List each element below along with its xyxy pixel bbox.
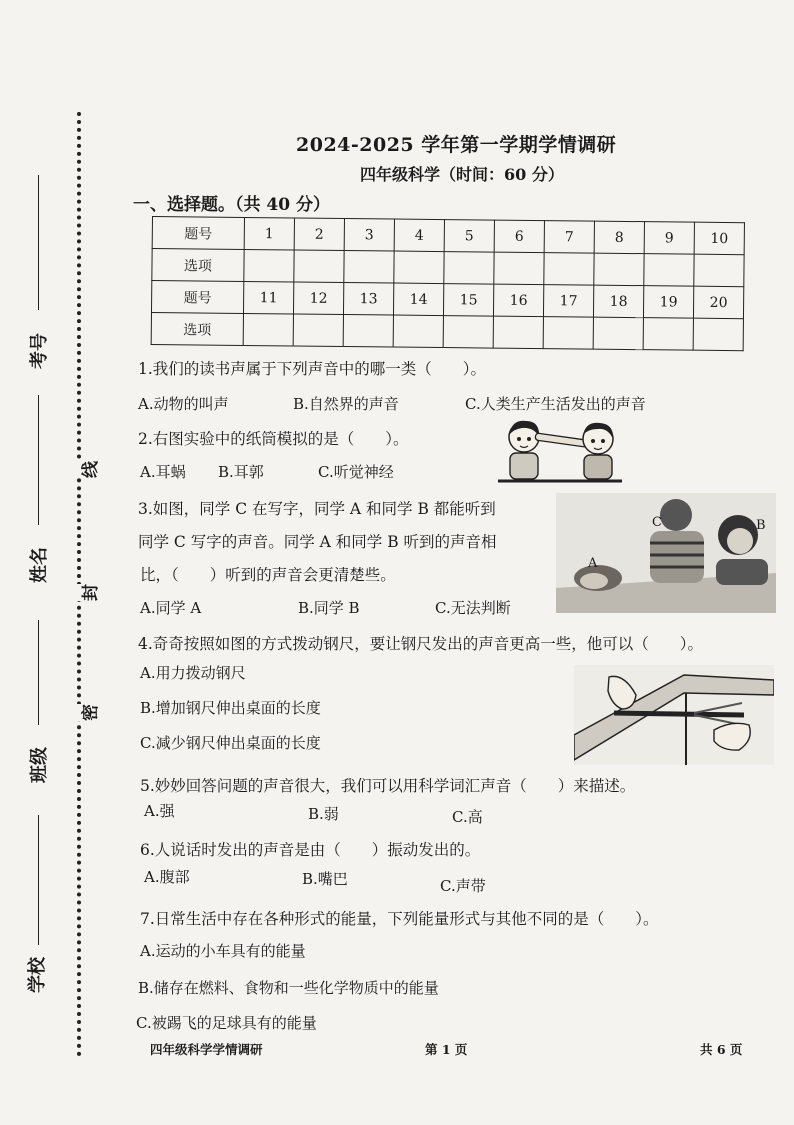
question-4-option-a[interactable]: A.用力拨动钢尺 <box>140 664 246 682</box>
class-label: 班级 <box>29 747 50 783</box>
answer-cell[interactable] <box>394 251 444 284</box>
exam-number-label: 考号 <box>29 333 50 369</box>
question-3-option-a[interactable]: A.同学 A <box>140 599 202 617</box>
question-1-stem: 1.我们的读书声属于下列声音中的哪一类（ ）。 <box>138 360 487 378</box>
figure-label-c: C <box>652 515 662 530</box>
question-number-cell: 20 <box>693 286 743 319</box>
question-number-cell: 12 <box>293 282 343 315</box>
footer-page-total: 共 6 页 <box>700 1042 743 1057</box>
figure-label-b: B <box>756 518 766 533</box>
question-6-option-a[interactable]: A.腹部 <box>144 868 190 886</box>
section-heading: 一、选择题。（共 40 分） <box>133 195 330 215</box>
school-line <box>38 815 39 945</box>
question-number-cell: 17 <box>543 285 593 318</box>
answer-cell[interactable] <box>493 316 543 349</box>
figure-label-a: A <box>588 556 598 571</box>
answer-cell[interactable] <box>444 252 494 285</box>
answer-cell[interactable] <box>693 318 743 351</box>
answer-cell[interactable] <box>543 317 593 350</box>
answer-cell[interactable] <box>643 318 693 351</box>
seal-char-seal: 封 <box>74 584 103 601</box>
question-1-option-c[interactable]: C.人类生产生活发出的声音 <box>465 395 646 413</box>
question-3-stem-line2: 同学 C 写字的声音。同学 A 和同学 B 听到的声音相 <box>138 533 497 551</box>
row-label-number: 题号 <box>151 281 243 314</box>
question-number-cell: 9 <box>644 222 694 255</box>
question-6-stem: 6.人说话时发出的声音是由（ ）振动发出的。 <box>140 841 481 859</box>
question-3-stem-line1: 3.如图，同学 C 在写字，同学 A 和同学 B 都能听到 <box>138 500 496 518</box>
students-table-figure <box>556 493 776 613</box>
question-7-option-c[interactable]: C.被踢飞的足球具有的能量 <box>136 1014 317 1032</box>
answer-cell[interactable] <box>544 253 594 286</box>
question-3-option-b[interactable]: B.同学 B <box>298 599 360 617</box>
answer-cell[interactable] <box>343 315 393 348</box>
answer-cell[interactable] <box>294 250 344 283</box>
row-label-number: 题号 <box>152 217 244 250</box>
question-2-option-a[interactable]: A.耳蜗 <box>140 463 186 481</box>
question-number-cell: 18 <box>593 285 643 318</box>
question-number-cell: 11 <box>243 281 293 314</box>
question-number-cell: 19 <box>643 286 693 319</box>
answer-cell[interactable] <box>244 249 294 282</box>
footer-left: 四年级科学学情调研 <box>150 1042 263 1057</box>
question-number-cell: 16 <box>493 284 543 317</box>
ruler-table-figure <box>574 665 774 765</box>
name-label: 姓名 <box>29 547 50 583</box>
question-7-stem: 7.日常生活中存在各种形式的能量，下列能量形式与其他不同的是（ ）。 <box>140 910 659 928</box>
question-1-option-a[interactable]: A.动物的叫声 <box>138 395 229 413</box>
answer-table <box>151 216 745 351</box>
question-number-cell: 1 <box>244 217 294 250</box>
question-number-cell: 6 <box>494 220 544 253</box>
seal-char-line: 线 <box>74 461 103 478</box>
question-number-cell: 14 <box>393 283 443 316</box>
question-5-stem: 5.妙妙回答问题的声音很大，我们可以用科学词汇声音（ ）来描述。 <box>140 777 636 795</box>
question-2-stem: 2.右图实验中的纸筒模拟的是（ ）。 <box>138 430 409 448</box>
question-2-option-c[interactable]: C.听觉神经 <box>318 463 394 481</box>
question-1-option-b[interactable]: B.自然界的声音 <box>293 395 399 413</box>
answer-cell[interactable] <box>243 313 293 346</box>
row-label-choice: 选项 <box>151 312 243 345</box>
answer-cell[interactable] <box>594 253 644 286</box>
question-4-stem: 4.奇奇按照如图的方式拨动钢尺，要让钢尺发出的声音更高一些，他可以（ ）。 <box>138 635 704 653</box>
table-row <box>151 312 743 350</box>
question-3-stem-line3: 比，（ ）听到的声音会更清楚些。 <box>140 566 396 584</box>
question-number-cell: 3 <box>344 219 394 252</box>
question-5-option-c[interactable]: C.高 <box>452 808 483 826</box>
answer-cell[interactable] <box>694 254 744 287</box>
question-5-option-a[interactable]: A.强 <box>144 802 175 820</box>
paper-tube-figure <box>494 415 626 485</box>
name-line <box>38 395 39 525</box>
question-number-cell: 4 <box>394 219 444 252</box>
answer-cell[interactable] <box>293 314 343 347</box>
school-label: 学校 <box>27 957 48 993</box>
question-5-option-b[interactable]: B.弱 <box>308 805 339 823</box>
question-number-cell: 13 <box>343 283 393 316</box>
question-number-cell: 7 <box>544 221 594 254</box>
class-line <box>38 620 39 725</box>
page-subtitle: 四年级科学（时间：60 分） <box>360 165 564 184</box>
question-6-option-b[interactable]: B.嘴巴 <box>302 870 348 888</box>
answer-cell[interactable] <box>593 317 643 350</box>
answer-cell[interactable] <box>393 315 443 348</box>
question-7-option-a[interactable]: A.运动的小车具有的能量 <box>140 942 306 960</box>
answer-cell[interactable] <box>443 316 493 349</box>
question-7-option-b[interactable]: B.储存在燃料、食物和一些化学物质中的能量 <box>138 979 439 997</box>
question-2-option-b[interactable]: B.耳郭 <box>218 463 264 481</box>
answer-cell[interactable] <box>494 252 544 285</box>
answer-cell[interactable] <box>644 254 694 287</box>
footer-page-number: 第 1 页 <box>425 1042 468 1057</box>
answer-cell[interactable] <box>344 251 394 284</box>
page-title: 2024-2025 学年第一学期学情调研 <box>296 134 617 156</box>
question-number-cell: 5 <box>444 220 494 253</box>
question-4-option-b[interactable]: B.增加钢尺伸出桌面的长度 <box>140 699 321 717</box>
question-3-option-c[interactable]: C.无法判断 <box>435 599 511 617</box>
seal-char-secret: 密 <box>74 704 103 721</box>
exam-number-line <box>38 175 39 310</box>
question-number-cell: 8 <box>594 221 644 254</box>
question-6-option-c[interactable]: C.声带 <box>440 877 486 895</box>
question-number-cell: 2 <box>294 218 344 251</box>
row-label-choice: 选项 <box>152 249 244 282</box>
question-number-cell: 10 <box>694 222 744 255</box>
question-4-option-c[interactable]: C.减少钢尺伸出桌面的长度 <box>140 734 321 752</box>
question-number-cell: 15 <box>443 284 493 317</box>
